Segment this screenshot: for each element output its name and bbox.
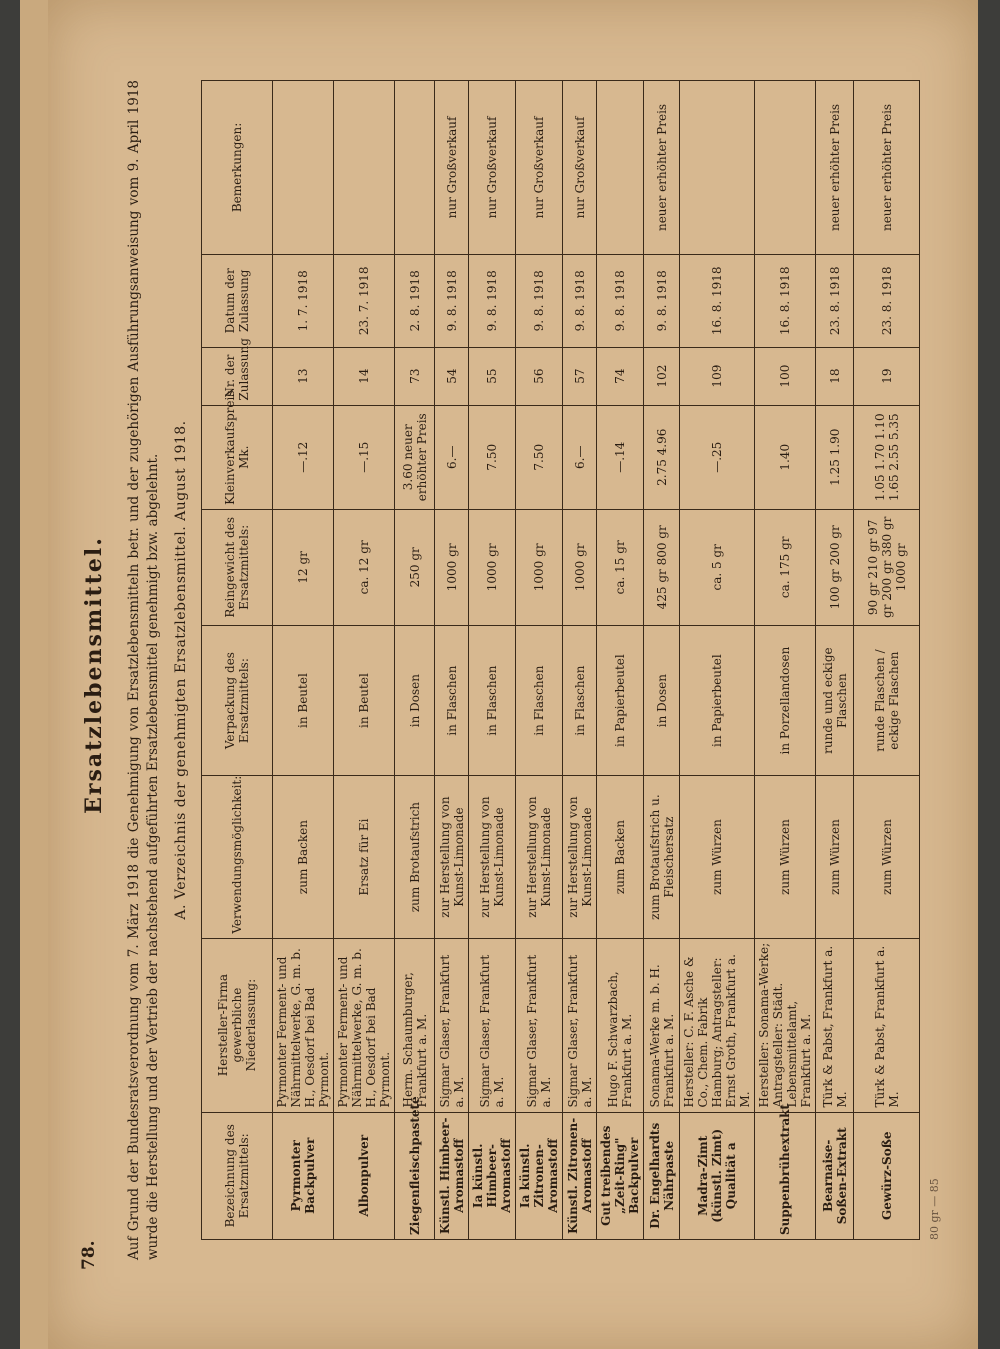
table-cell: 1000 gr (563, 509, 597, 625)
col-header: Bemerkungen: (202, 80, 273, 254)
section-subtitle: A. Verzeichnis der genehmigten Ersatzlebensmittel. August 1918. (173, 419, 189, 920)
table-cell: 18 (816, 347, 854, 405)
table-row (854, 80, 920, 1239)
col-header: Verwendungsmöglichkeit: (202, 775, 273, 937)
table-cell: in Porzellandosen (755, 625, 816, 776)
table-row (680, 80, 755, 1239)
table-cell: 9. 8. 1918 (644, 254, 680, 347)
table-cell: 102 (644, 347, 680, 405)
table-cell: ca. 5 gr (680, 509, 755, 625)
table-cell: neuer erhöhter Preis (816, 80, 854, 254)
table-cell: 1000 gr (469, 509, 516, 625)
table-cell: Ziegenfleischpastete (395, 1112, 435, 1239)
table-cell (755, 80, 816, 254)
table-cell: 6.— (563, 405, 597, 509)
table-cell: in Dosen (644, 625, 680, 776)
table-cell: 6.— (435, 405, 469, 509)
table-cell: nur Großverkauf (435, 80, 469, 254)
table-cell: Gewürz-Soße (854, 1112, 920, 1239)
table-cell: neuer erhöhter Preis (854, 80, 920, 254)
table-cell: 3.60 neuer erhöhter Preis (395, 405, 435, 509)
table-cell: Pyrmonter Ferment- und Nährmittelwerke, G. m. b. H., Oesdorf bei Bad Pyrmont. (273, 938, 334, 1112)
table-cell: runde und eckige Flaschen (816, 625, 854, 776)
table-cell: zum Würzen (680, 775, 755, 937)
table-cell (334, 80, 395, 254)
table-cell: 1. 7. 1918 (273, 254, 334, 347)
table-cell: in Flaschen (435, 625, 469, 776)
table-cell: 16. 8. 1918 (680, 254, 755, 347)
table-cell: 7.50 (516, 405, 563, 509)
table-cell: Sigmar Glaser, Frankfurt a. M. (435, 938, 469, 1112)
col-header: Kleinverkaufspreis Mk. (202, 405, 273, 509)
table-cell: Herm. Schaumburger, Frankfurt a. M. (395, 938, 435, 1112)
table-cell: Sonama-Werke m. b. H. Frankfurt a. M. (644, 938, 680, 1112)
table-cell: 23. 7. 1918 (334, 254, 395, 347)
table-cell: 9. 8. 1918 (435, 254, 469, 347)
table-cell: 55 (469, 347, 516, 405)
table-cell: nur Großverkauf (563, 80, 597, 254)
col-header: Hersteller-Firma gewerbliche Niederlassung: (202, 938, 273, 1112)
table-cell: Sigmar Glaser, Frankfurt a. M. (563, 938, 597, 1112)
document-page (48, 0, 978, 1349)
table-cell: zum Backen (273, 775, 334, 937)
table-cell: 9. 8. 1918 (563, 254, 597, 347)
table-cell: Ersatz für Ei (334, 775, 395, 937)
table-cell: ca. 15 gr (597, 509, 644, 625)
table-cell: 100 gr 200 gr (816, 509, 854, 625)
table-cell: Türk & Pabst, Frankfurt a. M. (816, 938, 854, 1112)
table-cell: in Papierbeutel (680, 625, 755, 776)
table-header-row (202, 80, 273, 1239)
table-cell: 19 (854, 347, 920, 405)
table-cell: Albonpulver (334, 1112, 395, 1239)
table-cell (395, 80, 435, 254)
table-cell: 2. 8. 1918 (395, 254, 435, 347)
table-row (435, 80, 469, 1239)
page-edge (20, 0, 50, 1349)
table-cell: 23. 8. 1918 (816, 254, 854, 347)
table-cell: zum Backen (597, 775, 644, 937)
table-cell: ca. 12 gr (334, 509, 395, 625)
table-cell: 54 (435, 347, 469, 405)
table-cell: Künstl. Zitronen-Aromastoff (563, 1112, 597, 1239)
table-cell: Pyrmonter Ferment- und Nährmittelwerke, G. m. b. H., Oesdorf bei Bad Pyrmont. (334, 938, 395, 1112)
table-row (395, 80, 435, 1239)
table-cell: 250 gr (395, 509, 435, 625)
table-cell: 100 (755, 347, 816, 405)
table-cell: 9. 8. 1918 (516, 254, 563, 347)
table-cell: 14 (334, 347, 395, 405)
table-cell: zur Herstellung von Kunst-Limonade (516, 775, 563, 937)
table-cell: 23. 8. 1918 (854, 254, 920, 347)
table-cell: 73 (395, 347, 435, 405)
table-cell: Gut treibendes „Zeit-Ring" Backpulver (597, 1112, 644, 1239)
table-cell: Hersteller: C. F. Asche & Co., Chem. Fabrik Hamburg; Antragsteller: Ernst Groth, Frankfurt a. M. (680, 938, 755, 1112)
col-header: Datum der Zulassung (202, 254, 273, 347)
table-cell: in Beutel (334, 625, 395, 776)
table-cell: zum Brotaufstrich u. Fleischersatz (644, 775, 680, 937)
table-cell: zum Würzen (755, 775, 816, 937)
page-footer: 80 gr — 85 (928, 1177, 941, 1240)
table-cell: 90 gr 210 gr 97 gr 200 gr 380 gr 1000 gr (854, 509, 920, 625)
table-cell: —.25 (680, 405, 755, 509)
table-cell: Bearnaise-Soßen-Extrakt (816, 1112, 854, 1239)
table-cell: Ia künstl. Himbeer-Aromastoff (469, 1112, 516, 1239)
table-cell: 13 (273, 347, 334, 405)
table-cell: Sigmar Glaser, Frankfurt a. M. (516, 938, 563, 1112)
table-cell: Pyrmonter Backpulver (273, 1112, 334, 1239)
table-cell (273, 80, 334, 254)
table-row (644, 80, 680, 1239)
table-cell: nur Großverkauf (516, 80, 563, 254)
col-header: Nr. der Zulassung (202, 347, 273, 405)
table-cell: 57 (563, 347, 597, 405)
approval-table (201, 80, 920, 1240)
table-row (563, 80, 597, 1239)
table-cell: Künstl. Himbeer-Aromastoff (435, 1112, 469, 1239)
table-cell: Madra-Zimt (künstl. Zimt) Qualität a (680, 1112, 755, 1239)
table-cell: Türk & Pabst, Frankfurt a. M. (854, 938, 920, 1112)
page-title: Ersatzlebensmittel. (81, 535, 107, 814)
table-cell: Hersteller: Sonama-Werke; Antragsteller: Städt. Lebensmittelamt, Frankfurt a. M. (755, 938, 816, 1112)
table-cell: runde Flaschen / eckige Flaschen (854, 625, 920, 776)
table-cell: 7.50 (469, 405, 516, 509)
col-header: Bezeichnung des Ersatzmittels: (202, 1112, 273, 1239)
table-cell: 9. 8. 1918 (469, 254, 516, 347)
table-cell: Ia künstl. Zitronen-Aromastoff (516, 1112, 563, 1239)
table-cell: in Papierbeutel (597, 625, 644, 776)
table-cell: 1000 gr (516, 509, 563, 625)
table-cell: ca. 175 gr (755, 509, 816, 625)
table-cell: 12 gr (273, 509, 334, 625)
table-row (516, 80, 563, 1239)
table-cell: 16. 8. 1918 (755, 254, 816, 347)
table-cell: in Flaschen (516, 625, 563, 776)
table-cell (680, 80, 755, 254)
table-cell: 425 gr 800 gr (644, 509, 680, 625)
table-body (273, 80, 920, 1239)
table-cell: 1.40 (755, 405, 816, 509)
table-cell: 109 (680, 347, 755, 405)
rotated-content (73, 50, 953, 1300)
table-row (273, 80, 334, 1239)
table-cell: Suppenbrühextrakt (755, 1112, 816, 1239)
table-cell: neuer erhöhter Preis (644, 80, 680, 254)
table-row (816, 80, 854, 1239)
table-cell: —.14 (597, 405, 644, 509)
table-cell: 1.05 1.70 1.10 1.65 2.55 5.35 (854, 405, 920, 509)
intro-paragraph: Auf Grund der Bundesratsverordnung vom 7. März 1918 die Genehmigung von Ersatzlebensmitteln betr. und der zugehörigen Ausführungsanweisung vom 9. April 1918 wurde die Herstellung und der Vertrieb der nachstehend aufgeführten Ersatzlebensmittel genehmigt bzw. abgelehnt. (126, 79, 161, 1260)
table-cell: zur Herstellung von Kunst-Limonade (563, 775, 597, 937)
table-cell: in Flaschen (469, 625, 516, 776)
table-cell (597, 80, 644, 254)
table-row (334, 80, 395, 1239)
table-row (469, 80, 516, 1239)
table-cell: zum Würzen (854, 775, 920, 937)
table-cell: 56 (516, 347, 563, 405)
table-cell: zum Würzen (816, 775, 854, 937)
table-cell: Sigmar Glaser, Frankfurt a. M. (469, 938, 516, 1112)
table-cell: 2.75 4.96 (644, 405, 680, 509)
table-cell: zur Herstellung von Kunst-Limonade (435, 775, 469, 937)
table-cell: nur Großverkauf (469, 80, 516, 254)
page-number: 78. (79, 1239, 99, 1270)
table-row (755, 80, 816, 1239)
table-cell: 9. 8. 1918 (597, 254, 644, 347)
table-cell: 1000 gr (435, 509, 469, 625)
table-cell: —.15 (334, 405, 395, 509)
table-cell: zum Brotaufstrich (395, 775, 435, 937)
col-header: Verpackung des Ersatzmittels: (202, 625, 273, 776)
table-cell: Dr. Engelhardts Nährpaste (644, 1112, 680, 1239)
table-cell: —.12 (273, 405, 334, 509)
table-cell: 74 (597, 347, 644, 405)
table-cell: in Beutel (273, 625, 334, 776)
table-row (597, 80, 644, 1239)
table-cell: in Flaschen (563, 625, 597, 776)
table-cell: in Dosen (395, 625, 435, 776)
table-cell: Hugo F. Schwarzbach, Frankfurt a. M. (597, 938, 644, 1112)
table-cell: zur Herstellung von Kunst-Limonade (469, 775, 516, 937)
col-header: Reingewicht des Ersatzmittels: (202, 509, 273, 625)
table-cell: 1.25 1.90 (816, 405, 854, 509)
